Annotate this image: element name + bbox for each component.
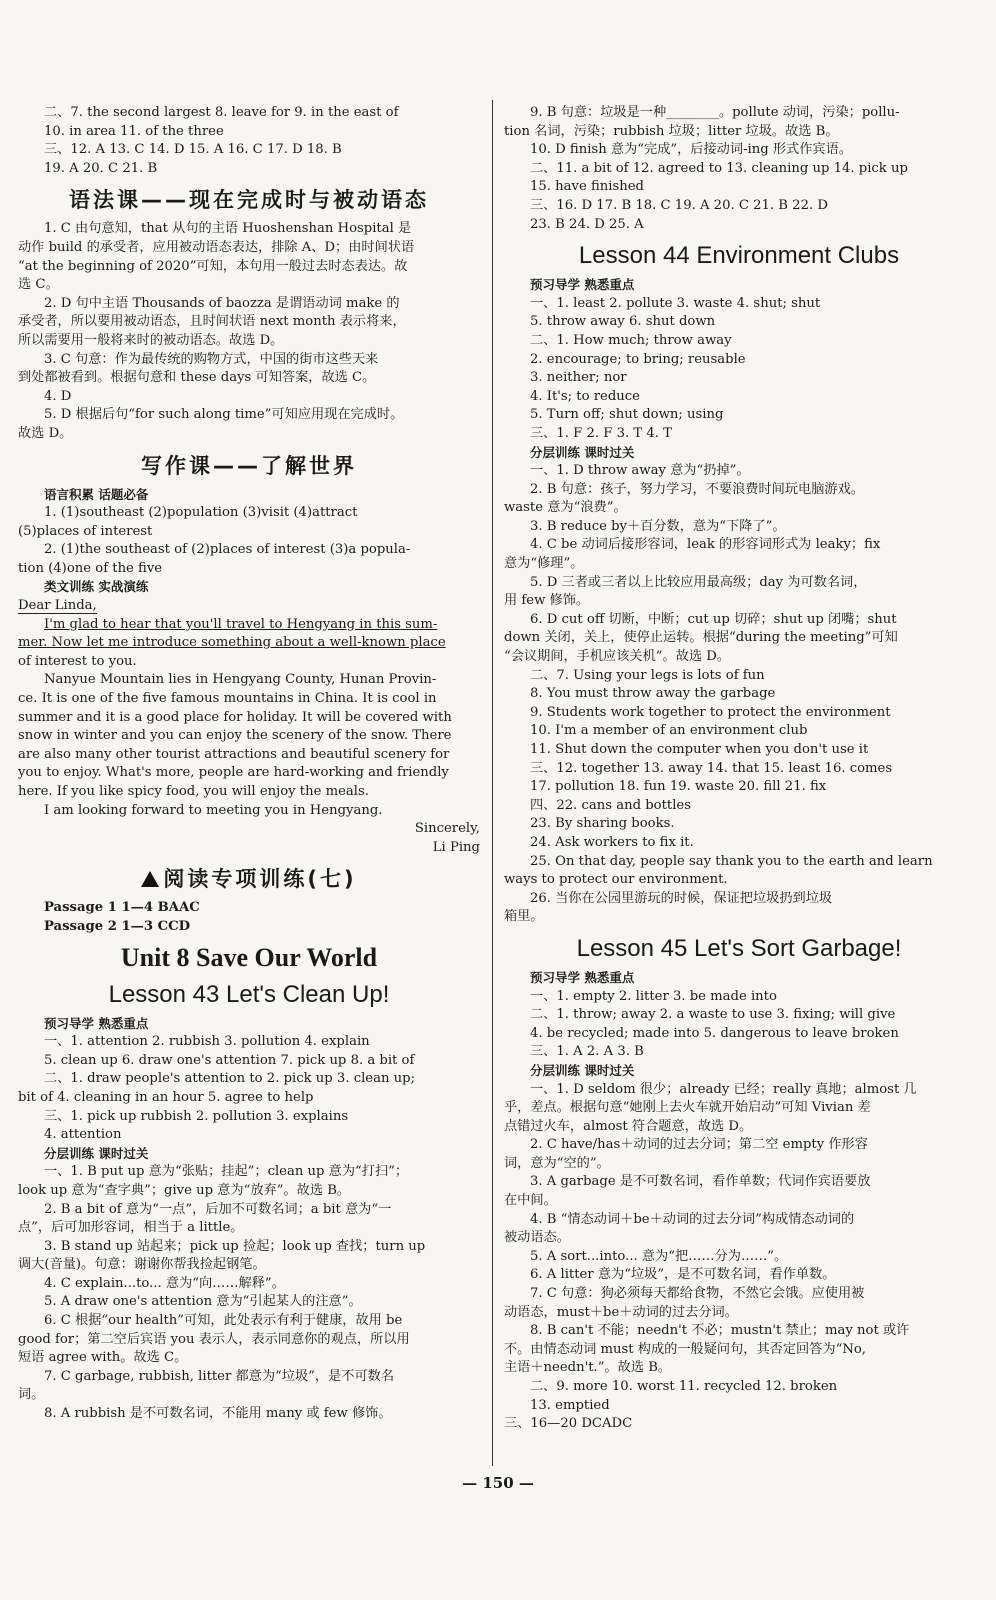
answer-line: 4. C be 动词后接形容词，leak 的形容词形式为 leaky；fix (530, 537, 881, 553)
answer-line: 主语＋needn't.”。故选 B。 (504, 1360, 672, 1376)
l44-subheading-2: 分层训练 课时过关 (530, 444, 635, 460)
answer-line: 三、12. together 13. away 14. that 15. least 16. comes (530, 760, 893, 776)
writing-subheading-1: 语言积累 话题必备 (44, 486, 149, 502)
answer-line: 2. B a bit of 意为“一点”，后加不可数名词；a bit 意为“一 (44, 1201, 392, 1217)
l44-subheading-1: 预习导学 熟悉重点 (530, 277, 635, 293)
answer-line: of interest to you. (18, 653, 137, 669)
lesson-43-title: Lesson 43 Let's Clean Up! (108, 980, 390, 1008)
answer-line: 8. A rubbish 是不可数名词，不能用 many 或 few 修饰。 (44, 1406, 392, 1422)
answer-line: 2. B 句意：孩子，努力学习，不要浪费时间玩电脑游戏。 (530, 481, 864, 497)
answer-line: 2. C have/has＋动词的过去分词；第二空 empty 作形容 (530, 1137, 868, 1153)
answer-line: 1. C 由句意知，that 从句的主语 Huoshenshan Hospital 是 (44, 221, 412, 237)
l43-subheading-1: 预习导学 熟悉重点 (44, 1015, 149, 1031)
answer-line: bit of 4. cleaning in an hour 5. agree to help (18, 1089, 314, 1105)
answer-line: 三、16—20 DCADC (504, 1416, 633, 1432)
answer-line: 24. Ask workers to fix it. (530, 834, 694, 850)
answer-line: 10. in area 11. of the three (44, 123, 224, 139)
left-column (18, 104, 480, 1424)
answer-line: 4. It's; to reduce (530, 388, 640, 404)
unit-title: Unit 8 Save Our World (120, 942, 378, 972)
writing-section-title: 写作课——了解世界 (141, 453, 357, 478)
answer-line: 7. C 句意：狗必须每天都给食物，不然它会饿。应使用被 (530, 1286, 865, 1302)
answer-line: 3. B reduce by＋百分数，意为“下降了”。 (530, 518, 786, 534)
l43-preview-answers (18, 1033, 480, 1145)
answer-line: 5. A sort...into... 意为“把……分为……”。 (530, 1248, 788, 1264)
answer-line: 三、16. D 17. B 18. C 19. A 20. C 21. B 22. D (530, 197, 828, 213)
answer-line: tion 名词，污染；rubbish 垃圾；litter 垃圾。故选 B。 (504, 123, 839, 139)
letter-body (18, 616, 480, 821)
answer-line: mer. Now let me introduce something about a well-known place (18, 635, 446, 651)
l45-preview-answers (504, 988, 974, 1062)
answer-line: 词。 (18, 1387, 45, 1403)
answer-line: are also many other tourist attractions and beautiful scenery for (18, 746, 450, 762)
answer-line: 17. pollution 18. fun 19. waste 20. fill 21. fix (530, 779, 827, 795)
answer-line: 二、11. a bit of 12. agreed to 13. cleaning up 14. pick up (530, 160, 908, 176)
answer-line: 3. C 句意：作为最传统的购物方式，中国的街市这些天来 (44, 351, 379, 367)
answer-line: 6. D cut off 切断，中断；cut up 切碎；shut up 闭嘴；shut (530, 611, 897, 627)
answer-line: 4. be recycled; made into 5. dangerous to leave broken (530, 1025, 899, 1041)
answer-line: 意为“修理”。 (504, 556, 584, 572)
answer-line: good for；第二空后宾语 you 表示人，表示同意你的观点，所以用 (18, 1331, 410, 1347)
answer-line: 点”，后可加形容词，相当于 a little。 (18, 1220, 244, 1236)
answer-line: 三、12. A 13. C 14. D 15. A 16. C 17. D 18. B (44, 142, 342, 158)
answer-line: 乎，差点。根据句意“她刚上去火车就开始启动”可知 Vivian 差 (504, 1100, 871, 1116)
answer-line: 5. D 三者或三者以上比较应用最高级；day 为可数名词， (530, 574, 867, 590)
answer-line: Passage 1 1—4 BAAC (44, 900, 200, 916)
answer-line: 动作 build 的承受者，应用被动语态表达，排除 A、D；由时间状语 (18, 239, 415, 255)
answer-line: 一、1. attention 2. rubbish 3. pollution 4. explain (44, 1034, 370, 1050)
answer-line: 7. C garbage, rubbish, litter 都意为“垃圾”，是不可数名 (44, 1368, 395, 1384)
l45-practice-answers (504, 1081, 974, 1434)
answer-line: 一、1. B put up 意为“张贴；挂起”；clean up 意为“打扫”； (44, 1164, 409, 1180)
answer-line: here. If you like spicy food, you will enjoy the meals. (18, 784, 369, 799)
answer-line: 4. attention (44, 1127, 122, 1143)
answer-line: 5. D 根据后句“for such along time”可知应用现在完成时。 (44, 407, 404, 423)
l44-preview-answers (504, 295, 974, 444)
triangle-icon (141, 871, 159, 887)
lesson-44-title: Lesson 44 Environment Clubs (578, 242, 900, 270)
answer-line: 10. I'm a member of an environment club (530, 723, 808, 739)
answer-line: 三、1. pick up rubbish 2. pollution 3. explains (44, 1108, 349, 1124)
answer-line: 26. 当你在公园里游玩的时候，保证把垃圾扔到垃圾 (530, 890, 833, 906)
answer-line: 5. clean up 6. draw one's attention 7. pick up 8. a bit of (44, 1052, 415, 1068)
answer-line: 4. B “情态动词＋be＋动词的过去分词”构成情态动词的 (530, 1211, 855, 1227)
answer-line: 1. (1)southeast (2)population (3)visit (4)attract (44, 505, 358, 521)
answer-line: Nanyue Mountain lies in Hengyang County, Hunan Provin- (44, 672, 437, 688)
writing-subheading-2: 类文训练 实战演练 (44, 579, 149, 595)
answer-line: 选 C。 (18, 277, 59, 293)
answer-line: 三、1. A 2. A 3. B (530, 1044, 644, 1060)
answer-line: 词，意为“空的”。 (504, 1155, 610, 1171)
answer-line: 3. B stand up 站起来；pick up 捡起；look up 查找；turn up (44, 1238, 426, 1254)
answer-line: 在中间。 (504, 1193, 557, 1209)
answer-line: snow in winter and you can enjoy the scenery of the snow. There (18, 728, 452, 744)
l45-subheading-2: 分层训练 课时过关 (530, 1062, 635, 1078)
letter-greeting: Dear Linda, (18, 598, 97, 614)
answer-line: 5. Turn off; shut down; using (530, 407, 724, 423)
answer-line: 6. C 根据“our health”可知，此处表示有利于健康，故用 be (44, 1313, 403, 1329)
answer-line: tion (4)one of the five (18, 560, 163, 576)
letter-closing: Sincerely, (414, 821, 480, 837)
answer-line: 11. Shut down the computer when you don't use it (530, 742, 869, 757)
reading-section-title: 阅读专项训练(七) (18, 863, 480, 893)
answer-line: 25. On that day, people say thank you to the earth and learn (530, 853, 933, 869)
answer-line: 2. encourage; to bring; reusable (530, 351, 746, 367)
answer-line: 二、7. Using your legs is lots of fun (530, 667, 765, 683)
answer-line: 二、1. throw; away 2. a waste to use 3. fixing; will give (530, 1007, 896, 1023)
answer-line: 四、22. cans and bottles (530, 797, 691, 813)
answer-line: 4. D (44, 388, 72, 404)
writing-vocab-answers (18, 504, 480, 578)
answer-line: 5. throw away 6. shut down (530, 314, 716, 330)
grammar-answers (18, 220, 480, 443)
answer-line: 15. have finished (530, 179, 644, 195)
answer-line: 8. B can't 不能；needn't 不必；mustn't 禁止；may not 或许 (530, 1323, 910, 1339)
answer-line: 点错过火车，almost 符合题意，故选 D。 (504, 1118, 753, 1134)
l45-subheading-1: 预习导学 熟悉重点 (530, 969, 635, 985)
column-divider (492, 100, 493, 1466)
answer-line: down 关闭，关上，使停止运转。根据“during the meeting”可知 (504, 630, 898, 646)
answer-line: 所以需要用一般将来时的被动语态。故选 D。 (18, 332, 284, 348)
answer-line: ce. It is one of the five famous mountains in China. It is cool in (18, 691, 437, 707)
answer-line: 13. emptied (530, 1397, 610, 1413)
answer-line: 9. Students work together to protect the environment (530, 704, 891, 720)
answer-line: you to enjoy. What's more, people are hard-working and friendly (18, 765, 449, 781)
answer-line: 9. B 句意：垃圾是一种________。pollute 动词，污染；pollu- (530, 105, 900, 120)
answer-line: “at the beginning of 2020”可知，本句用一般过去时态表达。故 (18, 258, 408, 274)
reading-answers (18, 899, 480, 936)
answer-line: 承受者，所以要用被动语态，且时间状语 next month 表示将来， (18, 314, 406, 330)
answer-line: I'm glad to hear that you'll travel to Hengyang in this sum- (44, 616, 438, 632)
answer-line: 19. A 20. C 21. B (44, 160, 158, 176)
answer-line: 23. By sharing books. (530, 816, 675, 832)
answer-line: 三、1. F 2. F 3. T 4. T (530, 425, 672, 441)
answer-line: Passage 2 1—3 CCD (44, 918, 191, 934)
l43-subheading-2: 分层训练 课时过关 (44, 1145, 149, 1161)
answer-line: look up 意为“查字典”；give up 意为“放弃”。故选 B。 (18, 1182, 351, 1198)
page-number: — 150 — (462, 1474, 534, 1492)
answer-line: 动语态，must＋be＋动词的过去分词。 (504, 1304, 738, 1320)
lesson-45-title: Lesson 45 Let's Sort Garbage! (576, 934, 902, 962)
answer-line: 一、1. D seldom 很少；already 已经；really 真地；almost 几 (530, 1081, 917, 1097)
answer-line: 2. (1)the southeast of (2)places of interest (3)a popula- (44, 542, 411, 558)
answer-line: (5)places of interest (18, 523, 153, 539)
answer-line: 3. neither; nor (530, 370, 627, 386)
answer-line: 二、1. How much; throw away (530, 332, 732, 348)
answer-line: summer and it is a good place for holiday. It will be covered with (18, 709, 452, 725)
answer-line: 一、1. empty 2. litter 3. be made into (530, 988, 777, 1004)
answer-line: ways to protect our environment. (504, 872, 728, 888)
answer-line: “会议期间，手机应该关机”。故选 D。 (504, 649, 731, 665)
l43-practice-answers (18, 1163, 480, 1423)
answer-line: 不。由情态动词 must 构成的一般疑问句，其否定回答为“No, (504, 1341, 866, 1357)
answer-line: 用 few 修饰。 (504, 593, 590, 609)
answer-line: 一、1. least 2. pollute 3. waste 4. shut; shut (530, 295, 821, 311)
answer-line: 8. You must throw away the garbage (530, 686, 776, 702)
answer-line: 短语 agree with。故选 C。 (18, 1350, 188, 1366)
right-column (504, 104, 974, 1434)
letter-signature: Li Ping (432, 839, 480, 855)
answer-line: waste 意为“浪费”。 (504, 500, 627, 516)
answer-line: I am looking forward to meeting you in Hengyang. (44, 802, 383, 818)
answers-block-top-left (18, 104, 480, 178)
answers-block-top-right (504, 104, 974, 234)
answer-line: 10. D finish 意为“完成”，后接动词-ing 形式作宾语。 (530, 142, 852, 158)
answer-line: 5. A draw one's attention 意为“引起某人的注意”。 (44, 1294, 362, 1310)
answer-line: 被动语态。 (504, 1230, 570, 1246)
answer-line: 二、9. more 10. worst 11. recycled 12. broken (530, 1379, 838, 1394)
answer-line: 故选 D。 (18, 425, 73, 441)
answer-line: 3. A garbage 是不可数名词，看作单数；代词作宾语要放 (530, 1174, 871, 1190)
answer-line: 23. B 24. D 25. A (530, 216, 644, 232)
l44-practice-answers (504, 462, 974, 927)
answer-line: 二、1. draw people's attention to 2. pick up 3. clean up; (44, 1071, 416, 1087)
answer-line: 到处都被看到。根据句意和 these days 可知答案，故选 C。 (18, 370, 376, 386)
answer-line: 4. C explain...to... 意为“向……解释”。 (44, 1275, 285, 1291)
answer-line: 一、1. D throw away 意为“扔掉”。 (530, 463, 750, 479)
answer-line: 2. D 句中主语 Thousands of baozza 是谓语动词 make 的 (44, 295, 400, 311)
answer-line: 调大(音量)。句意：谢谢你帮我捡起钢笔。 (18, 1257, 266, 1273)
answer-line: 6. A litter 意为“垃圾”，是不可数名词，看作单数。 (530, 1267, 836, 1283)
grammar-section-title: 语法课——现在完成时与被动语态 (69, 188, 429, 213)
answer-line: 二、7. the second largest 8. leave for 9. in the east of (44, 105, 399, 120)
answer-line: 箱里。 (504, 909, 544, 925)
